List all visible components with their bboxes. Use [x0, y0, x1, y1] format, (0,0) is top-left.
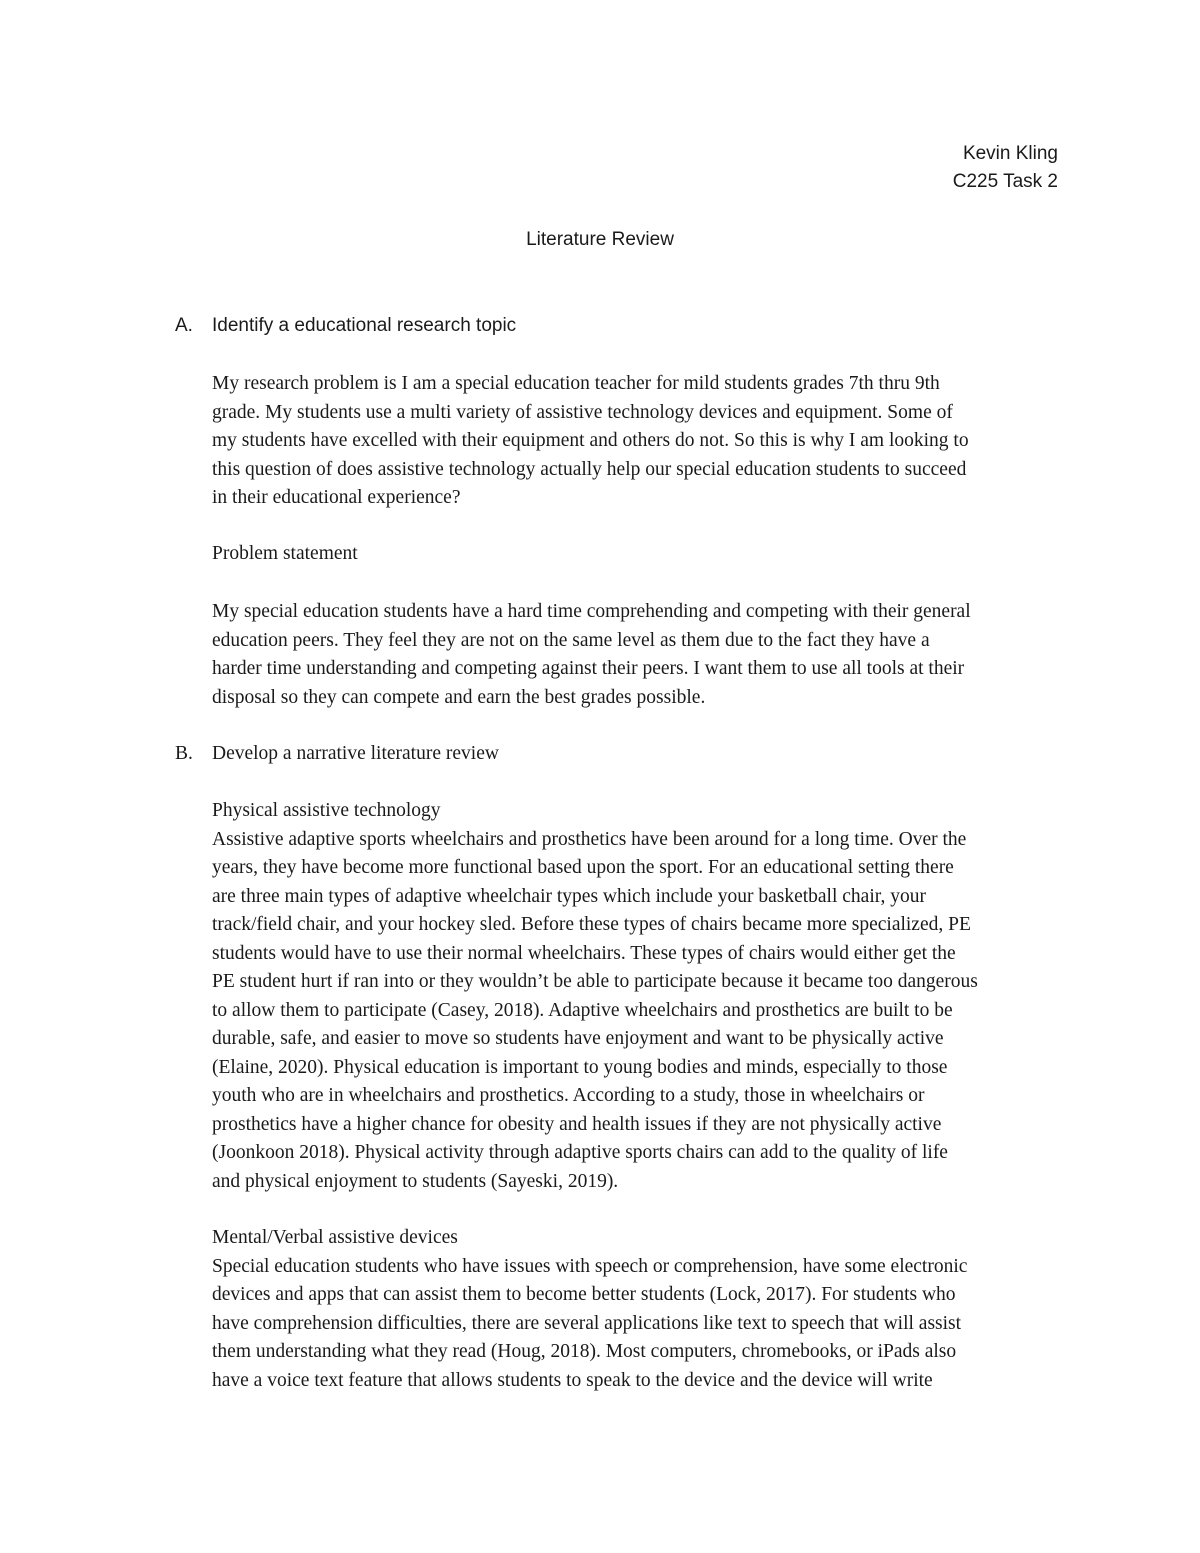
paragraph-line: prosthetics have a higher chance for obesity and health issues if they are not physically active: [212, 1113, 942, 1135]
paragraph-line: youth who are in wheelchairs and prosthetics. According to a study, those in wheelchairs or: [212, 1085, 925, 1106]
paragraph-line: and physical enjoyment to students (Sayeski, 2019).: [212, 1170, 619, 1192]
task-label: C225 Task 2: [952, 171, 1058, 192]
paragraph-line: have comprehension difficulties, there are several applications like text to speech that will assist: [212, 1312, 962, 1334]
research-problem-paragraph: [212, 370, 969, 513]
paragraph-line: Assistive adaptive sports wheelchairs and prosthetics have been around for a long time. Over the: [212, 828, 967, 850]
section-a-title: Identify a educational research topic: [212, 315, 517, 336]
paragraph-line: years, they have become more functional based upon the sport. For an educational setting there: [212, 857, 954, 878]
paragraph-line: devices and apps that can assist them to become better students (Lock, 2017). For students who: [212, 1284, 956, 1305]
mental-verbal-devices-section: [212, 1224, 967, 1395]
paragraph-line: grade. My students use a multi variety of assistive technology devices and equipment. Some of: [212, 401, 953, 423]
paragraph-line: PE student hurt if ran into or they wouldn’t be able to participate because it became too dangerous: [212, 971, 978, 992]
document-title: Literature Review: [526, 229, 674, 250]
paragraph-line: this question of does assistive technology actually help our special education students to succeed: [212, 458, 967, 480]
paragraph-line: (Elaine, 2020). Physical education is important to young bodies and minds, especially to those: [212, 1056, 948, 1078]
section-a-marker: A.: [175, 315, 193, 336]
paragraph-line: track/field chair, and your hockey sled. Before these types of chairs became more specialized, PE: [212, 914, 971, 935]
paragraph-line: My research problem is I am a special education teacher for mild students grades 7th thru 9th: [212, 373, 940, 394]
paragraph-line: in their educational experience?: [212, 487, 461, 508]
paragraph-line: harder time understanding and competing against their peers. I want them to use all tools at their: [212, 658, 965, 679]
section-b-marker: B.: [175, 743, 193, 764]
problem-statement-label: Problem statement: [212, 543, 358, 564]
subsection-label: Mental/Verbal assistive devices: [212, 1227, 458, 1248]
paragraph-line: My special education students have a hard time comprehending and competing with their general: [212, 601, 971, 622]
paragraph-line: durable, safe, and easier to move so students have enjoyment and want to be physically active: [212, 1028, 944, 1049]
paragraph-line: them understanding what they read (Houg, 2018). Most computers, chromebooks, or iPads also: [212, 1341, 957, 1362]
problem-statement-paragraph: [212, 598, 971, 712]
section-b-heading: [175, 740, 499, 769]
paragraph-line: to allow them to participate (Casey, 2018). Adaptive wheelchairs and prosthetics are built to be: [212, 999, 953, 1021]
author-name: Kevin Kling: [962, 143, 1058, 164]
subsection-label: Physical assistive technology: [212, 800, 441, 821]
section-b-title: Develop a narrative literature review: [212, 743, 499, 764]
paragraph-line: are three main types of adaptive wheelchair types which include your basketball chair, your: [212, 885, 926, 907]
document-header: [953, 140, 1058, 196]
section-a-heading: [175, 312, 516, 340]
paragraph-line: disposal so they can compete and earn the best grades possible.: [212, 686, 706, 708]
paragraph-line: (Joonkoon 2018). Physical activity through adaptive sports chairs can add to the quality of life: [212, 1142, 948, 1163]
paragraph-line: education peers. They feel they are not on the same level as them due to the fact they have a: [212, 629, 930, 651]
paragraph-line: have a voice text feature that allows students to speak to the device and the device will write: [212, 1369, 933, 1391]
paragraph-line: students would have to use their normal wheelchairs. These types of chairs would either get the: [212, 942, 956, 964]
paragraph-line: Special education students who have issues with speech or comprehension, have some electronic: [212, 1255, 968, 1277]
paragraph-line: my students have excelled with their equipment and others do not. So this is why I am looking to: [212, 430, 969, 451]
physical-technology-section: [212, 797, 978, 1196]
